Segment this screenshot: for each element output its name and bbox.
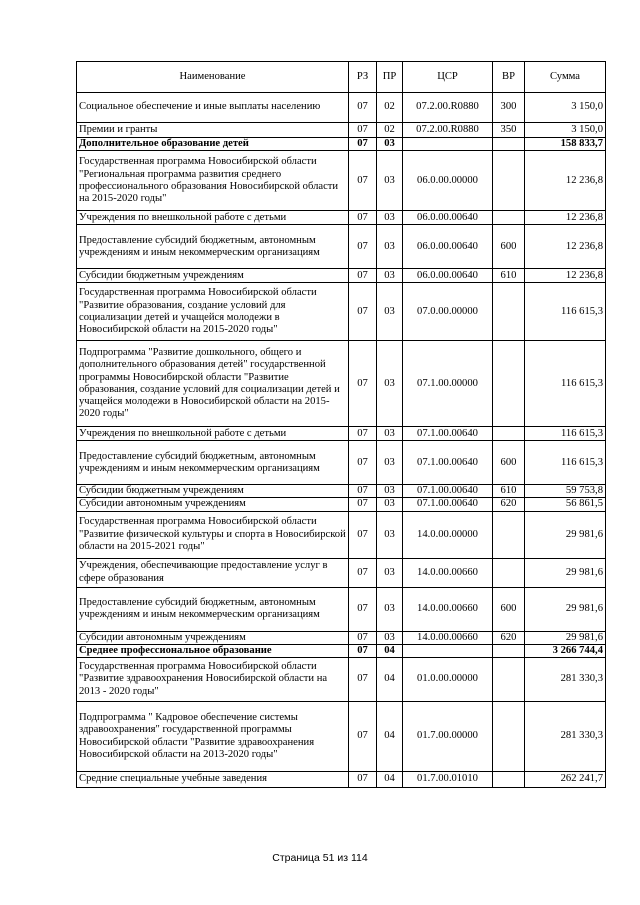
- cell-csr: 07.1.00.00640: [403, 427, 493, 441]
- cell-rz: 07: [349, 151, 377, 211]
- table-body: [77, 93, 606, 788]
- cell-sum: 29 981,6: [525, 511, 606, 558]
- table-row: [77, 93, 606, 123]
- cell-vr: 600: [493, 441, 525, 485]
- cell-rz: 07: [349, 658, 377, 702]
- cell-name: Государственная программа Новосибирской области "Развитие физической культуры и спорта в Новосибирской области на 2015-2021 годы": [77, 511, 349, 558]
- table-row: [77, 631, 606, 644]
- cell-vr: [493, 151, 525, 211]
- cell-pr: 03: [377, 211, 403, 225]
- table-row: [77, 123, 606, 138]
- cell-sum: 56 861,5: [525, 498, 606, 511]
- table-row: [77, 485, 606, 498]
- cell-vr: 620: [493, 631, 525, 644]
- table-row: [77, 558, 606, 587]
- cell-csr: 07.1.00.00640: [403, 441, 493, 485]
- table-row: [77, 151, 606, 211]
- cell-vr: 300: [493, 93, 525, 123]
- cell-pr: 03: [377, 151, 403, 211]
- cell-rz: 07: [349, 558, 377, 587]
- cell-pr: 03: [377, 485, 403, 498]
- cell-name: Премии и гранты: [77, 123, 349, 138]
- cell-sum: 281 330,3: [525, 702, 606, 772]
- cell-rz: 07: [349, 485, 377, 498]
- cell-sum: 29 981,6: [525, 587, 606, 631]
- table-row: [77, 283, 606, 341]
- header-pr: ПР: [377, 62, 403, 93]
- cell-name: Государственная программа Новосибирской области "Развитие образования, создание условий для социализации детей и учащейся молодежи в Новосибирской области на 2015-2020 годы": [77, 283, 349, 341]
- cell-sum: 262 241,7: [525, 772, 606, 788]
- cell-csr: 07.1.00.00000: [403, 341, 493, 427]
- cell-sum: 158 833,7: [525, 138, 606, 151]
- table-row: [77, 511, 606, 558]
- cell-pr: 04: [377, 772, 403, 788]
- cell-rz: 07: [349, 772, 377, 788]
- cell-pr: 03: [377, 631, 403, 644]
- cell-pr: 04: [377, 658, 403, 702]
- cell-csr: 14.0.00.00000: [403, 511, 493, 558]
- cell-csr: [403, 138, 493, 151]
- cell-vr: [493, 211, 525, 225]
- cell-csr: 06.0.00.00640: [403, 211, 493, 225]
- cell-rz: 07: [349, 498, 377, 511]
- cell-csr: 06.0.00.00640: [403, 225, 493, 269]
- cell-pr: 03: [377, 341, 403, 427]
- cell-rz: 07: [349, 631, 377, 644]
- cell-pr: 03: [377, 269, 403, 283]
- table-row: [77, 138, 606, 151]
- cell-rz: 07: [349, 138, 377, 151]
- cell-pr: 03: [377, 138, 403, 151]
- cell-sum: 116 615,3: [525, 441, 606, 485]
- cell-vr: 350: [493, 123, 525, 138]
- cell-vr: [493, 772, 525, 788]
- cell-sum: 116 615,3: [525, 341, 606, 427]
- cell-vr: [493, 283, 525, 341]
- cell-csr: 14.0.00.00660: [403, 558, 493, 587]
- cell-csr: 07.2.00.R0880: [403, 123, 493, 138]
- cell-vr: [493, 702, 525, 772]
- cell-rz: 07: [349, 283, 377, 341]
- cell-pr: 03: [377, 225, 403, 269]
- cell-name: Дополнительное образование детей: [77, 138, 349, 151]
- cell-csr: 06.0.00.00000: [403, 151, 493, 211]
- cell-rz: 07: [349, 511, 377, 558]
- cell-sum: 12 236,8: [525, 269, 606, 283]
- cell-pr: 03: [377, 283, 403, 341]
- header-sum: Сумма: [525, 62, 606, 93]
- cell-sum: 12 236,8: [525, 225, 606, 269]
- cell-rz: 07: [349, 587, 377, 631]
- cell-name: Государственная программа Новосибирской области "Развитие здравоохранения Новосибирской области на 2013 - 2020 годы": [77, 658, 349, 702]
- cell-pr: 02: [377, 123, 403, 138]
- cell-sum: 116 615,3: [525, 283, 606, 341]
- cell-name: Учреждения, обеспечивающие предоставление услуг в сфере образования: [77, 558, 349, 587]
- cell-name: Субсидии автономным учреждениям: [77, 631, 349, 644]
- cell-name: Среднее профессиональное образование: [77, 644, 349, 657]
- cell-name: Подпрограмма "Развитие дошкольного, общего и дополнительного образования детей" государственной программы Новосибирской области "Развитие образования, создание условий для социализации детей и учащейся молодежи в Новосибирской области на 2015-2020 годы": [77, 341, 349, 427]
- cell-csr: 07.1.00.00640: [403, 485, 493, 498]
- cell-vr: 610: [493, 485, 525, 498]
- cell-pr: 02: [377, 93, 403, 123]
- cell-vr: 600: [493, 587, 525, 631]
- cell-vr: 600: [493, 225, 525, 269]
- table-row: [77, 427, 606, 441]
- cell-sum: 12 236,8: [525, 151, 606, 211]
- cell-vr: [493, 658, 525, 702]
- table-row: [77, 587, 606, 631]
- table-row: [77, 441, 606, 485]
- table-row: [77, 225, 606, 269]
- cell-sum: 281 330,3: [525, 658, 606, 702]
- cell-vr: [493, 558, 525, 587]
- header-csr: ЦСР: [403, 62, 493, 93]
- page-number: Страница 51 из 114: [272, 852, 368, 864]
- cell-name: Подпрограмма " Кадровое обеспечение системы здравоохранения" государственной программы Новосибирской области "Развитие здравоохранения Новосибирской области на 2013-2020 годы": [77, 702, 349, 772]
- cell-sum: 59 753,8: [525, 485, 606, 498]
- cell-csr: 01.7.00.01010: [403, 772, 493, 788]
- cell-pr: 04: [377, 644, 403, 657]
- cell-rz: 07: [349, 123, 377, 138]
- cell-sum: 29 981,6: [525, 631, 606, 644]
- cell-name: Субсидии бюджетным учреждениям: [77, 269, 349, 283]
- cell-csr: 07.1.00.00640: [403, 498, 493, 511]
- cell-name: Предоставление субсидий бюджетным, автономным учреждениям и иным некоммерческим организациям: [77, 587, 349, 631]
- cell-pr: 04: [377, 702, 403, 772]
- cell-csr: [403, 644, 493, 657]
- cell-sum: 116 615,3: [525, 427, 606, 441]
- table-row: [77, 341, 606, 427]
- cell-rz: 07: [349, 702, 377, 772]
- cell-name: Учреждения по внешкольной работе с детьми: [77, 427, 349, 441]
- cell-rz: 07: [349, 211, 377, 225]
- cell-name: Субсидии бюджетным учреждениям: [77, 485, 349, 498]
- table-row: [77, 772, 606, 788]
- cell-vr: [493, 427, 525, 441]
- table-row: [77, 644, 606, 657]
- cell-name: Учреждения по внешкольной работе с детьми: [77, 211, 349, 225]
- cell-csr: 06.0.00.00640: [403, 269, 493, 283]
- cell-rz: 07: [349, 93, 377, 123]
- cell-csr: 07.2.00.R0880: [403, 93, 493, 123]
- cell-rz: 07: [349, 341, 377, 427]
- header-vr: ВР: [493, 62, 525, 93]
- table-row: [77, 702, 606, 772]
- cell-vr: [493, 341, 525, 427]
- cell-vr: 620: [493, 498, 525, 511]
- cell-name: Предоставление субсидий бюджетным, автономным учреждениям и иным некоммерческим организациям: [77, 441, 349, 485]
- cell-rz: 07: [349, 269, 377, 283]
- cell-name: Субсидии автономным учреждениям: [77, 498, 349, 511]
- cell-csr: 01.0.00.00000: [403, 658, 493, 702]
- cell-pr: 03: [377, 441, 403, 485]
- cell-pr: 03: [377, 498, 403, 511]
- cell-rz: 07: [349, 225, 377, 269]
- table-row: [77, 269, 606, 283]
- cell-name: Предоставление субсидий бюджетным, автономным учреждениям и иным некоммерческим организациям: [77, 225, 349, 269]
- cell-vr: [493, 644, 525, 657]
- cell-csr: 14.0.00.00660: [403, 631, 493, 644]
- cell-pr: 03: [377, 427, 403, 441]
- table-header-row: [77, 62, 606, 93]
- cell-rz: 07: [349, 427, 377, 441]
- header-name: Наименование: [77, 62, 349, 93]
- cell-name: Средние специальные учебные заведения: [77, 772, 349, 788]
- header-rz: РЗ: [349, 62, 377, 93]
- cell-sum: 3 150,0: [525, 93, 606, 123]
- cell-rz: 07: [349, 644, 377, 657]
- cell-csr: 01.7.00.00000: [403, 702, 493, 772]
- table-row: [77, 211, 606, 225]
- cell-vr: 610: [493, 269, 525, 283]
- cell-rz: 07: [349, 441, 377, 485]
- cell-pr: 03: [377, 587, 403, 631]
- cell-pr: 03: [377, 558, 403, 587]
- cell-sum: 12 236,8: [525, 211, 606, 225]
- table-row: [77, 498, 606, 511]
- cell-csr: 14.0.00.00660: [403, 587, 493, 631]
- budget-table: [76, 61, 606, 788]
- cell-csr: 07.0.00.00000: [403, 283, 493, 341]
- cell-name: Государственная программа Новосибирской области "Региональная программа развития среднего профессионального образования Новосибирской области на 2015-2020 годы": [77, 151, 349, 211]
- cell-vr: [493, 511, 525, 558]
- cell-sum: 29 981,6: [525, 558, 606, 587]
- cell-name: Социальное обеспечение и иные выплаты населению: [77, 93, 349, 123]
- cell-pr: 03: [377, 511, 403, 558]
- table-row: [77, 658, 606, 702]
- cell-vr: [493, 138, 525, 151]
- cell-sum: 3 266 744,4: [525, 644, 606, 657]
- cell-sum: 3 150,0: [525, 123, 606, 138]
